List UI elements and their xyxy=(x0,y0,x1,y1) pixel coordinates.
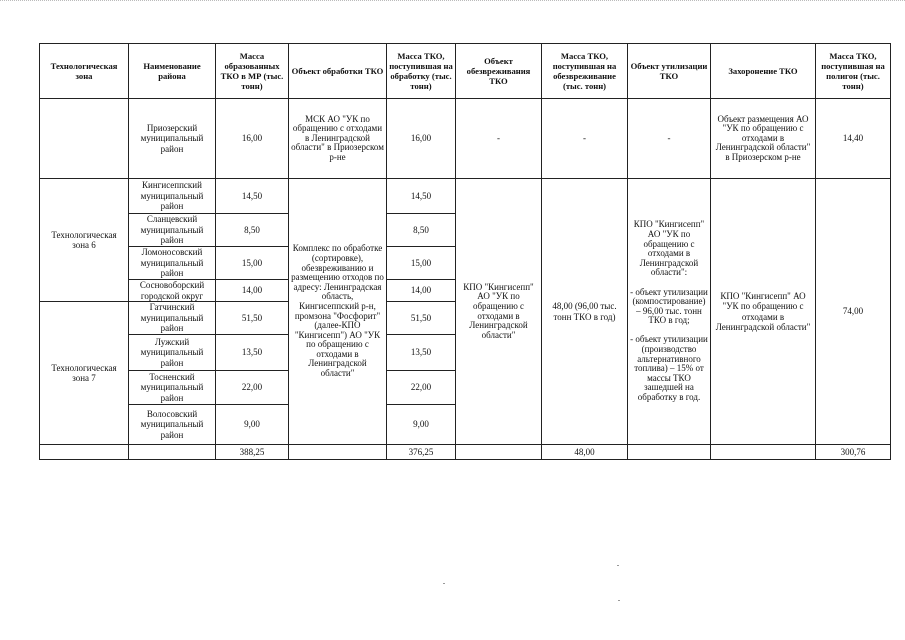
total-mass-to-neutralization: 48,00 xyxy=(542,445,628,460)
mass-formed-cell: 14,50 xyxy=(216,179,289,214)
district-cell: Гатчинский муниципальный район xyxy=(129,302,216,335)
mass-to-processing-cell: 14,00 xyxy=(387,280,456,302)
mass-formed-cell: 14,00 xyxy=(216,280,289,302)
neutralization-object-cell: - xyxy=(456,99,542,179)
mass-to-neutralization-merged-cell: 48,00 (96,00 тыс. тонн ТКО в год) xyxy=(542,179,628,445)
scan-speck xyxy=(617,565,619,566)
mass-to-landfill-merged-cell: 74,00 xyxy=(816,179,891,445)
totals-row xyxy=(40,445,891,460)
total-mass-to-processing: 376,25 xyxy=(387,445,456,460)
mass-to-processing-cell: 15,00 xyxy=(387,247,456,280)
district-cell: Приозерский муниципальный район xyxy=(129,99,216,179)
header-mass-to-processing: Масса ТКО, поступившая на обработку (тыс. тонн) xyxy=(387,44,456,99)
mass-formed-cell: 8,50 xyxy=(216,214,289,247)
header-mass-to-landfill: Масса ТКО, поступившая на полигон (тыс. тонн) xyxy=(816,44,891,99)
mass-formed-cell: 22,00 xyxy=(216,371,289,405)
header-district: Наименование района xyxy=(129,44,216,99)
zone-cell: Технологическая зона 6 xyxy=(40,179,129,302)
header-processing-object: Объект обработки ТКО xyxy=(289,44,387,99)
table-row xyxy=(40,179,891,214)
mass-to-neutralization-cell: - xyxy=(542,99,628,179)
processing-object-merged-cell: Комплекс по обработке (сортировке), обезвреживанию и размещению отходов по адресу: Ленинградская область, Кингисеппский р-н, промзона "Фосфорит" (далее-КПО "Кингисепп") АО "УК по обращению с отходами в Ленинградской области" xyxy=(289,179,387,445)
mass-formed-cell: 15,00 xyxy=(216,247,289,280)
scan-top-edge xyxy=(0,0,905,4)
mass-to-processing-cell: 51,50 xyxy=(387,302,456,335)
processing-object-cell: МСК АО "УК по обращению с отходами в Ленинградской области" в Приозерском р-не xyxy=(289,99,387,179)
neutralization-object-merged-cell: КПО "Кингисепп" АО "УК по обращению с отходами в Ленинградской области" xyxy=(456,179,542,445)
district-cell: Сосновоборский городской округ xyxy=(129,280,216,302)
totals-empty-cell xyxy=(129,445,216,460)
district-cell: Кингисеппский муниципальный район xyxy=(129,179,216,214)
district-cell: Ломоносовский муниципальный район xyxy=(129,247,216,280)
district-cell: Лужский муниципальный район xyxy=(129,335,216,371)
district-cell: Волосовский муниципальный район xyxy=(129,405,216,445)
mass-formed-cell: 13,50 xyxy=(216,335,289,371)
totals-empty-cell xyxy=(289,445,387,460)
header-utilization-object: Объект утилизации ТКО xyxy=(628,44,711,99)
header-burial: Захоронение ТКО xyxy=(711,44,816,99)
mass-to-processing-cell: 22,00 xyxy=(387,371,456,405)
mass-formed-cell: 9,00 xyxy=(216,405,289,445)
mass-to-processing-cell: 16,00 xyxy=(387,99,456,179)
totals-empty-cell xyxy=(711,445,816,460)
utilization-object-cell: - xyxy=(628,99,711,179)
district-cell: Сланцевский муниципальный район xyxy=(129,214,216,247)
header-zone: Технологическая зона xyxy=(40,44,129,99)
mass-formed-cell: 51,50 xyxy=(216,302,289,335)
mass-to-processing-cell: 9,00 xyxy=(387,405,456,445)
total-mass-formed: 388,25 xyxy=(216,445,289,460)
totals-empty-cell xyxy=(40,445,129,460)
waste-flow-table xyxy=(39,43,891,460)
totals-empty-cell xyxy=(456,445,542,460)
district-cell: Тосненский муниципальный район xyxy=(129,371,216,405)
utilization-object-merged-cell: КПО "Кингисепп" АО "УК по обращению с отходами в Ленинградской области": - объект утилизации (компостирование) – 96,00 тыс. тонн ТКО в год; - объект утилизации (производство альтернативного топлива) – 15% от массы ТКО зашедшей на обработку в год. xyxy=(628,179,711,445)
header-neutralization-object: Объект обезвреживания ТКО xyxy=(456,44,542,99)
header-mass-formed: Масса образованных ТКО в МР (тыс. тонн) xyxy=(216,44,289,99)
scan-speck xyxy=(443,583,445,584)
table-row xyxy=(40,99,891,179)
scan-speck xyxy=(618,600,620,601)
burial-cell: Объект размещения АО "УК по обращению с отходами в Ленинградской области" в Приозерском р-не xyxy=(711,99,816,179)
burial-merged-cell: КПО "Кингисепп" АО "УК по обращению с отходами в Ленинградской области" xyxy=(711,179,816,445)
mass-to-processing-cell: 13,50 xyxy=(387,335,456,371)
mass-formed-cell: 16,00 xyxy=(216,99,289,179)
table-header-row xyxy=(40,44,891,99)
total-mass-to-landfill: 300,76 xyxy=(816,445,891,460)
zone-cell-empty xyxy=(40,99,129,179)
totals-empty-cell xyxy=(628,445,711,460)
header-mass-to-neutralization: Масса ТКО, поступившая на обезвреживание (тыс. тонн) xyxy=(542,44,628,99)
mass-to-processing-cell: 8,50 xyxy=(387,214,456,247)
mass-to-landfill-cell: 14,40 xyxy=(816,99,891,179)
zone-cell: Технологическая зона 7 xyxy=(40,302,129,445)
mass-to-processing-cell: 14,50 xyxy=(387,179,456,214)
